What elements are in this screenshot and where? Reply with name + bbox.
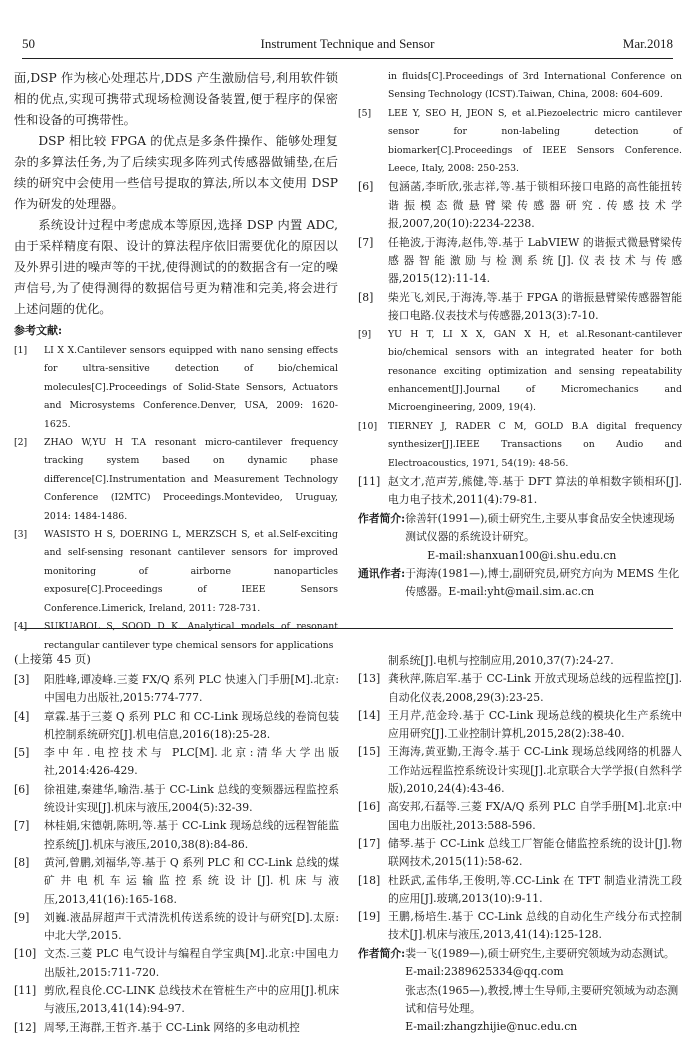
reference-item: [358, 908, 682, 945]
reference-text: 文杰.三菱 PLC 电气设计与编程自学宝典[M].北京:中国电力出版社,2015:711-720.: [44, 947, 339, 979]
reference-item: [358, 707, 682, 744]
reference-number: [7]: [358, 235, 374, 249]
reference-item: [358, 872, 682, 909]
reference-text: 剪欣,程良伦.CC-LINK 总线技术在管桩生产中的应用[J].机床与液压,2013,41(14):94-97.: [44, 984, 339, 1016]
reference-text: 林桂娟,宋德朝,陈明,等.基于 CC-Link 现场总线的远程智能监控系统[J].机床与液压,2010,38(8):84-86.: [44, 819, 339, 851]
reference-text: 储琴.基于 CC-Link 总线工厂智能仓储监控系统的设计[J].物联网技术,2015(11):58-62.: [388, 836, 682, 869]
reference-text: 王月芹,范金玲.基于 CC-Link 现场总线的模块化生产系统中应用研究[J].工业控制计算机,2015,28(2):38-40.: [388, 708, 682, 741]
reference-text: 王海涛,黄亚勤,王海令.基于 CC-Link 现场总线网络的机器人工作站远程监控系统设计实现[J].北京联合大学学报(自然科学版),2010,24(4):43-46.: [388, 745, 682, 796]
author2-text: 张志杰(1965—),教授,博士生导师,主要研究领域为动态测试和信号处理。: [405, 983, 679, 1015]
reference-number: [5]: [358, 107, 372, 119]
reference-text: SUKUABOL S, SOOD D K. Analytical models of resonant rectangular cantilever type chemical sensors for applications: [44, 621, 338, 651]
reference-text: in fluids[C].Proceedings of 3rd International Conference on Sensing Technology (ICST).Taiwan, China, 2008: 604-609.: [388, 71, 682, 101]
reference-number: [9]: [358, 328, 372, 340]
reference-item: [358, 743, 682, 798]
reference-text: 黄河,曾鹏,刘福华,等.基于 Q 系列 PLC 和 CC-Link 总线的煤矿井电机车运输监控系统设计[J].机床与液压,2013,41(16):165-168.: [44, 855, 339, 906]
reference-text: 章霖.基于三菱 Q 系列 PLC 和 CC-Link 现场总线的卷筒包装机控制系统研究[J].机电信息,2016(18):25-28.: [44, 709, 339, 741]
lower-left-column: [14, 650, 339, 1034]
corresponding-text: 于海涛(1981—),博士,副研究员,研究方向为 MEMS 生化传感器。E-mail:yht@mail.sim.ac.cn: [405, 566, 680, 599]
reference-number: [358, 652, 388, 670]
reference-number: [4]: [14, 709, 30, 723]
reference-number: [15]: [358, 745, 381, 759]
reference-number: [7]: [14, 819, 30, 833]
reference-item: [14, 671, 339, 708]
reference-item: [358, 418, 682, 473]
corresponding-author: [358, 565, 682, 602]
reference-item: [14, 744, 339, 781]
reference-number: [9]: [14, 910, 30, 924]
author-label: 作者简介:: [358, 511, 406, 525]
reference-item: [14, 342, 338, 434]
reference-number: [18]: [358, 873, 381, 887]
reference-text: 徐祖建,秦建华,喻浩.基于 CC-Link 总线的变频器远程监控系统设计实现[J].机床与液压,2004(5):32-39.: [44, 782, 339, 815]
reference-item: [358, 670, 682, 707]
section-divider: [22, 628, 673, 629]
references-title: 参考文献:: [14, 324, 63, 337]
reference-item: [358, 234, 682, 289]
reference-item: [358, 178, 682, 233]
lower-right-column: [358, 652, 682, 1034]
reference-number: [1]: [14, 345, 28, 356]
reference-item: [14, 708, 339, 745]
reference-text: 高安邦,石磊等.三菱 FX/A/Q 系列 PLC 自学手册[M].北京:中国电力出版社,2013:588-596.: [388, 800, 682, 832]
reference-item: [358, 798, 682, 835]
reference-number: [12]: [14, 1020, 37, 1034]
reference-number: [17]: [358, 836, 381, 850]
upper-right-column: [358, 68, 682, 616]
reference-number: [358, 68, 388, 105]
reference-item: [14, 982, 339, 1019]
reference-text: WASISTO H S, DOERING L, MERZSCH S, et al.Self-exciting and self-sensing resonant cantilever sensors for improved monitoring of airborne nanoparticles exposure[C].Proceedings of IEEE Sensors Conference.Limerick, Ireland, 2011: 728-731.: [44, 529, 338, 614]
reference-item: [14, 945, 339, 982]
reference-text: 阳胜峰,谭凌峰.三菱 FX/Q 系列 PLC 快速入门手册[M].北京:中国电力出版社,2015:774-777.: [44, 673, 339, 705]
page-number: 50: [22, 36, 35, 51]
reference-number: [2]: [14, 437, 28, 449]
reference-item: [14, 526, 338, 618]
reference-text: 赵文才,范声芳,熊健,等.基于 DFT 算法的单相数字锁相环[J].电力电子技术,2011(4):79-81.: [388, 474, 682, 507]
reference-text: LEE Y, SEO H, JEON S, et al.Piezoelectric micro cantilever sensor for non-labeling detection of biomarker[C].Proceedings of IEEE Sensors Conference. Leece, Italy, 2008: 250-253.: [388, 107, 682, 175]
reference-text: 龚秋萍,陈启军.基于 CC-Link 开放式现场总线的远程监控[J].自动化仪表,2008,29(3):23-25.: [388, 672, 682, 704]
reference-item: [14, 781, 339, 818]
header-rule: [22, 58, 673, 59]
reference-item: [358, 105, 682, 179]
reference-number: [4]: [14, 621, 28, 633]
reference-number: [11]: [14, 984, 37, 998]
reference-item: [358, 289, 682, 326]
reference-item: [358, 652, 682, 670]
reference-number: [11]: [358, 474, 381, 488]
author-bio: [358, 510, 682, 565]
reference-text: ZHAO W,YU H T.A resonant micro-cantilever frequency tracking system based on dynamic phase difference[C].Instrumentation and Measurement Technology Conference (I2MTC) Proceedings.Montevideo, Uruguay, 2014: 1484-1486.: [44, 437, 338, 522]
reference-item: [358, 326, 682, 418]
reference-number: [10]: [14, 947, 37, 961]
author-email: E-mail:shanxuan100@i.shu.edu.cn: [427, 548, 617, 562]
author1-text: 裴一飞(1989—),硕士研究生,主要研究领域为动态测试。E-mail:2389625334@qq.com: [405, 946, 675, 979]
author-bio: [358, 945, 682, 1037]
issue-date: Mar.2018: [622, 36, 673, 51]
reference-item: [358, 68, 682, 105]
reference-item: [14, 817, 339, 854]
reference-item: [358, 835, 682, 872]
reference-text: 李中年.电控技术与 PLC[M].北京:清华大学出版社,2014:426-429.: [44, 746, 339, 778]
reference-number: [3]: [14, 673, 30, 686]
corresponding-label: 通讯作者:: [358, 566, 406, 580]
reference-number: [3]: [14, 529, 28, 541]
reference-item: [14, 909, 339, 946]
reference-item: [358, 473, 682, 510]
author-label: 作者简介:: [358, 946, 406, 960]
reference-text: 刘巍.液晶屏超声干式清洗机传送系统的设计与研究[D].太原:中北大学,2015.: [44, 910, 339, 943]
reference-number: [19]: [358, 910, 381, 924]
reference-text: 柴光飞,刘民,于海涛,等.基于 FPGA 的谐振悬臂梁传感器智能接口电路.仪表技术与传感器,2013(3):7-10.: [388, 290, 682, 323]
reference-text: YU H T, LI X X, GAN X H, et al.Resonant-cantilever bio/chemical sensors with an integrated heater for both resonance exciting optimization and sensing repeatability enhancement[J].Journal of Micromechanics and Microengineering, 2009, 19(4).: [388, 328, 682, 414]
reference-number: [5]: [14, 746, 30, 760]
reference-text: 任艳波,于海涛,赵伟,等.基于 LabVIEW 的谐振式微悬臂梁传感器智能激励与检测系统[J].仪表技术与传感器,2015(12):11-14.: [388, 235, 682, 286]
reference-text: 王鹏,杨培生.基于 CC-Link 总线的自动化生产线分布式控制技术[J].机床与液压,2013,41(14):125-128.: [388, 910, 682, 942]
upper-left-column: [14, 68, 338, 651]
journal-title: Instrument Technique and Sensor: [260, 36, 435, 51]
reference-number: [6]: [14, 782, 30, 796]
body-paragraph: DSP 相比较 FPGA 的优点是多条件操作、能够处理复杂的多算法任务,为了后续实现多阵列式传感器做铺垫,在后续的研究中会使用一些信号提取的算法,所以本文使用 DSP 作为研发的处理器。: [14, 134, 338, 211]
reference-item: [14, 854, 339, 909]
reference-text: TIERNEY J, RADER C M, GOLD B.A digital frequency synthesizer[J].IEEE Transactions on Audio and Electroacoustics, 1971, 54(19): 48-56.: [388, 420, 682, 469]
reference-number: [14]: [358, 708, 381, 722]
reference-item: [14, 434, 338, 526]
reference-item: [14, 1019, 339, 1037]
reference-text: LI X X.Cantilever sensors equipped with nano sensing effects for ultra-sensitive detection of bio/chemical molecules[C].Proceedings of Solid-State Sensors, Actuators and Microsystems Conference.Denver, USA, 2009: 1620-1625.: [44, 345, 338, 430]
body-paragraph: 系统设计过程中考虑成本等原因,选择 DSP 内置 ADC,由于采样精度有限、设计的算法程序依旧需要优化的原因以及外界引进的噪声等的干扰,使得测试的的数据含有一定的噪声信号,为了使得测得的数据信号更为精准和完美,将会进行上述问题的优化。: [14, 218, 338, 316]
reference-text: 制系统[J].电机与控制应用,2010,37(7):24-27.: [388, 654, 614, 667]
reference-number: [10]: [358, 420, 378, 432]
reference-number: [8]: [14, 855, 30, 869]
reference-text: 包涵菡,李昕欣,张志祥,等.基于锁相环接口电路的高性能扭转谐振模态微悬臂梁传感器研究.传感技术学报,2007,20(10):2234-2238.: [388, 180, 682, 231]
reference-text: 周琴,王海群,王哲齐.基于 CC-Link 网络的多电动机控: [44, 1020, 300, 1034]
reference-text: 杜跃武,孟伟华,王俊明,等.CC-Link 在 TFT 制造业清洗工段的应用[J].玻璃,2013(10):9-11.: [388, 873, 682, 905]
continued-note: (上接第 45 页): [14, 652, 91, 666]
body-paragraph: 面,DSP 作为核心处理芯片,DDS 产生激励信号,利用软件锁相的优点,实现可携带式现场检测设备装置,便于程序的保密性和设备的可携带性。: [14, 71, 338, 127]
author2-email: E-mail:zhangzhijie@nuc.edu.cn: [405, 1020, 578, 1034]
reference-number: [6]: [358, 180, 374, 194]
reference-number: [8]: [358, 290, 374, 304]
reference-number: [13]: [358, 672, 381, 686]
page-header: [22, 36, 673, 54]
reference-number: [16]: [358, 800, 381, 814]
author-text: 徐善轩(1991—),硕士研究生,主要从事食品安全快速现场测试仪器的系统设计研究。: [405, 511, 675, 544]
